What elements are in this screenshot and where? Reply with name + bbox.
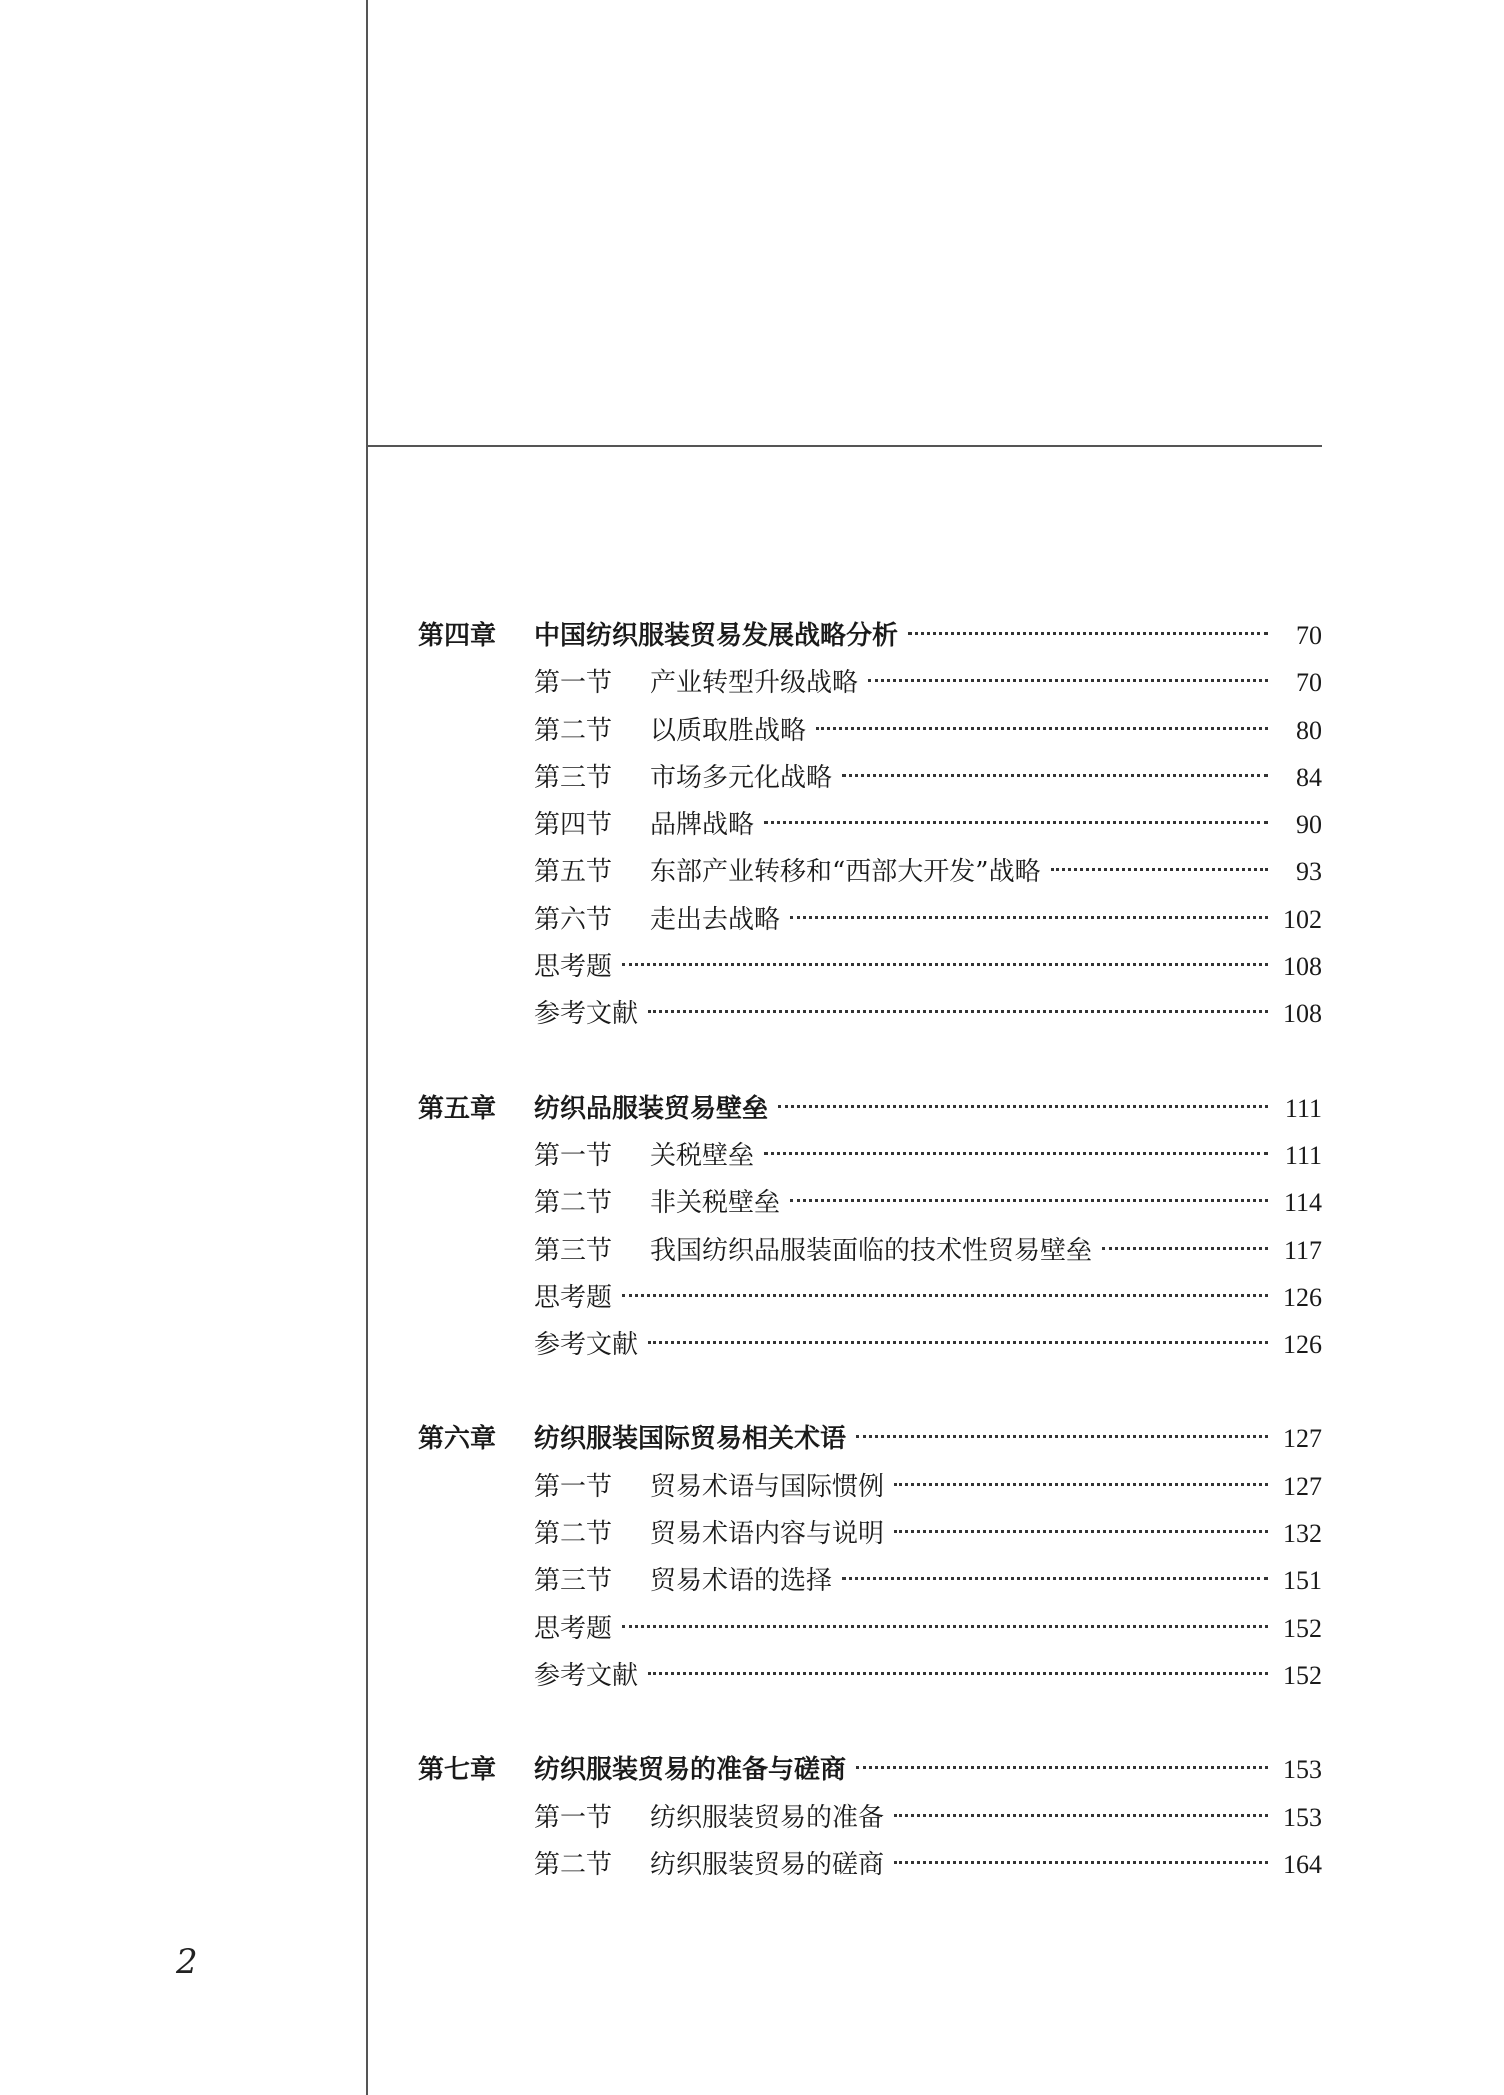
dot-leader bbox=[764, 821, 1268, 824]
dot-leader bbox=[1051, 868, 1268, 871]
section-number: 第一节 bbox=[534, 1140, 613, 1171]
section-title: 纺织服装贸易的准备 bbox=[650, 1802, 885, 1833]
dot-leader bbox=[648, 1341, 1268, 1344]
section-page-number: 108 bbox=[1283, 999, 1322, 1029]
dot-leader bbox=[842, 774, 1268, 777]
section-page-number: 108 bbox=[1283, 952, 1322, 982]
section-title: 参考文献 bbox=[534, 1660, 639, 1691]
section-title: 东部产业转移和“西部大开发”战略 bbox=[650, 857, 1041, 888]
header-horizontal-rule bbox=[366, 445, 1322, 447]
chapter-number: 第七章 bbox=[418, 1755, 497, 1786]
section-number: 第二节 bbox=[534, 1849, 613, 1880]
section-page-number: 102 bbox=[1283, 904, 1322, 934]
section-number: 第二节 bbox=[534, 715, 613, 746]
dot-leader bbox=[1102, 1247, 1268, 1250]
section-title: 以质取胜战略 bbox=[650, 715, 807, 746]
toc-section-entry bbox=[418, 659, 1322, 706]
toc-section-entry bbox=[418, 943, 1322, 990]
toc-chapter bbox=[418, 1746, 1322, 1888]
dot-leader bbox=[816, 727, 1268, 730]
page-number: 2 bbox=[176, 1942, 198, 1982]
toc-chapter-entry bbox=[418, 1415, 1322, 1462]
section-title: 非关税壁垒 bbox=[650, 1188, 781, 1219]
toc-section-entry bbox=[418, 1794, 1322, 1841]
toc-section-entry bbox=[418, 848, 1322, 895]
section-page-number: 152 bbox=[1283, 1613, 1322, 1643]
toc-section-entry bbox=[418, 990, 1322, 1037]
toc-chapter-entry bbox=[418, 1746, 1322, 1793]
section-page-number: 153 bbox=[1283, 1802, 1322, 1832]
section-page-number: 114 bbox=[1283, 1188, 1322, 1218]
section-page-number: 117 bbox=[1283, 1235, 1322, 1265]
dot-leader bbox=[648, 1010, 1268, 1013]
dot-leader bbox=[622, 1294, 1268, 1297]
chapter-title: 纺织品服装贸易壁垒 bbox=[534, 1093, 769, 1124]
chapter-title: 中国纺织服装贸易发展战略分析 bbox=[534, 621, 899, 651]
dot-leader bbox=[764, 1152, 1268, 1155]
toc-chapter bbox=[418, 612, 1322, 1038]
toc-chapter bbox=[418, 1415, 1322, 1699]
toc-section-entry bbox=[418, 801, 1322, 848]
dot-leader bbox=[908, 632, 1268, 635]
toc-chapter bbox=[418, 1085, 1322, 1369]
section-title: 贸易术语的选择 bbox=[650, 1566, 833, 1597]
toc-section-entry bbox=[418, 1274, 1322, 1321]
toc-chapter-entry bbox=[418, 612, 1322, 659]
section-title: 思考题 bbox=[534, 952, 613, 983]
chapter-number: 第六章 bbox=[418, 1424, 497, 1455]
section-title: 参考文献 bbox=[534, 999, 639, 1030]
dot-leader bbox=[648, 1672, 1268, 1675]
section-title: 产业转型升级战略 bbox=[650, 668, 859, 699]
section-title: 走出去战略 bbox=[650, 904, 781, 935]
section-page-number: 164 bbox=[1283, 1849, 1322, 1879]
dot-leader bbox=[894, 1861, 1268, 1864]
section-number: 第三节 bbox=[534, 1235, 613, 1266]
section-page-number: 126 bbox=[1283, 1330, 1322, 1360]
toc-section-entry bbox=[418, 896, 1322, 943]
table-of-contents bbox=[418, 612, 1322, 1935]
section-title: 品牌战略 bbox=[650, 810, 755, 841]
section-title: 思考题 bbox=[534, 1282, 613, 1313]
dot-leader bbox=[894, 1530, 1268, 1533]
section-number: 第二节 bbox=[534, 1519, 613, 1550]
dot-leader bbox=[894, 1814, 1268, 1817]
toc-section-entry bbox=[418, 1510, 1322, 1557]
section-page-number: 70 bbox=[1296, 668, 1322, 698]
chapter-title: 纺织服装贸易的准备与磋商 bbox=[534, 1755, 847, 1786]
section-number: 第五节 bbox=[534, 857, 613, 888]
section-number: 第四节 bbox=[534, 810, 613, 841]
section-number: 第二节 bbox=[534, 1188, 613, 1219]
dot-leader bbox=[622, 963, 1268, 966]
section-title: 关税壁垒 bbox=[650, 1140, 755, 1171]
toc-section-entry bbox=[418, 1321, 1322, 1368]
dot-leader bbox=[856, 1435, 1268, 1438]
section-page-number: 93 bbox=[1296, 857, 1322, 887]
chapter-number: 第五章 bbox=[418, 1093, 497, 1124]
toc-section-entry bbox=[418, 1841, 1322, 1888]
toc-section-entry bbox=[418, 1652, 1322, 1699]
section-page-number: 127 bbox=[1283, 1471, 1322, 1501]
dot-leader bbox=[778, 1105, 1268, 1108]
dot-leader bbox=[622, 1625, 1268, 1628]
section-page-number: 126 bbox=[1283, 1282, 1322, 1312]
dot-leader bbox=[790, 1199, 1268, 1202]
chapter-page-number: 111 bbox=[1284, 1093, 1322, 1123]
section-number: 第六节 bbox=[534, 904, 613, 935]
section-page-number: 90 bbox=[1296, 810, 1322, 840]
section-page-number: 152 bbox=[1283, 1660, 1322, 1690]
section-title: 思考题 bbox=[534, 1613, 613, 1644]
dot-leader bbox=[856, 1766, 1268, 1769]
section-page-number: 151 bbox=[1283, 1566, 1322, 1596]
section-number: 第一节 bbox=[534, 668, 613, 699]
toc-section-entry bbox=[418, 1463, 1322, 1510]
toc-section-entry bbox=[418, 1605, 1322, 1652]
section-page-number: 80 bbox=[1296, 715, 1322, 745]
section-page-number: 132 bbox=[1283, 1519, 1322, 1549]
dot-leader bbox=[868, 679, 1268, 682]
section-number: 第三节 bbox=[534, 1566, 613, 1597]
section-number: 第一节 bbox=[534, 1471, 613, 1502]
section-title: 市场多元化战略 bbox=[650, 762, 833, 793]
section-title: 我国纺织品服装面临的技术性贸易壁垒 bbox=[650, 1235, 1093, 1266]
dot-leader bbox=[894, 1483, 1268, 1486]
section-number: 第三节 bbox=[534, 762, 613, 793]
chapter-title: 纺织服装国际贸易相关术语 bbox=[534, 1424, 847, 1455]
section-page-number: 111 bbox=[1284, 1140, 1322, 1170]
chapter-page-number: 127 bbox=[1283, 1424, 1322, 1454]
chapter-page-number: 70 bbox=[1296, 621, 1322, 650]
toc-section-entry bbox=[418, 1179, 1322, 1226]
section-title: 纺织服装贸易的磋商 bbox=[650, 1849, 885, 1880]
toc-chapter-entry bbox=[418, 1085, 1322, 1132]
toc-section-entry bbox=[418, 1227, 1322, 1274]
toc-section-entry bbox=[418, 707, 1322, 754]
dot-leader bbox=[842, 1577, 1268, 1580]
toc-section-entry bbox=[418, 754, 1322, 801]
dot-leader bbox=[790, 916, 1268, 919]
section-number: 第一节 bbox=[534, 1802, 613, 1833]
toc-section-entry bbox=[418, 1132, 1322, 1179]
margin-vertical-rule bbox=[366, 0, 368, 2095]
section-title: 参考文献 bbox=[534, 1330, 639, 1361]
chapter-number: 第四章 bbox=[418, 621, 497, 651]
section-title: 贸易术语内容与说明 bbox=[650, 1519, 885, 1550]
chapter-page-number: 153 bbox=[1283, 1755, 1322, 1785]
toc-section-entry bbox=[418, 1557, 1322, 1604]
section-page-number: 84 bbox=[1296, 762, 1322, 792]
section-title: 贸易术语与国际惯例 bbox=[650, 1471, 885, 1502]
